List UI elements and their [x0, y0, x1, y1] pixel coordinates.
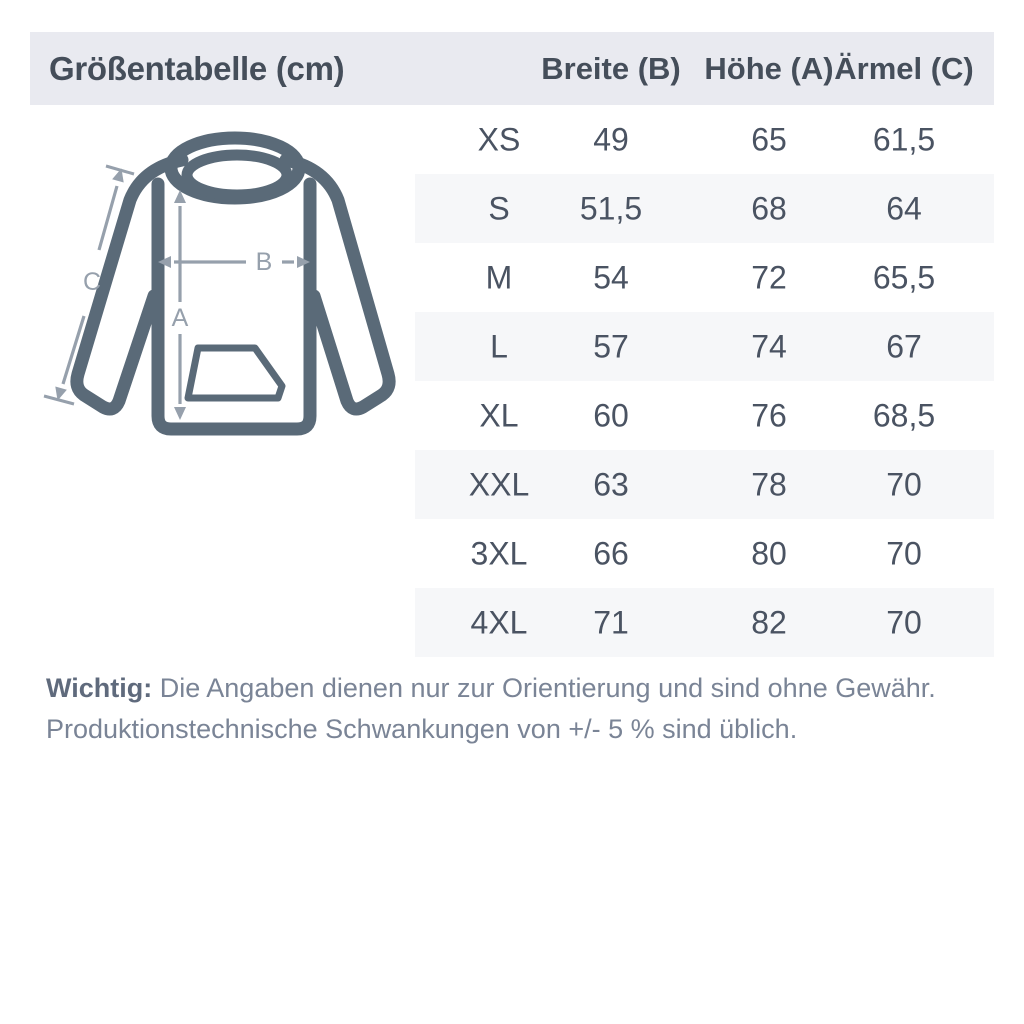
size-label: 3XL — [470, 535, 528, 571]
breite-value: 66 — [593, 535, 629, 571]
aermel-value: 70 — [886, 466, 922, 502]
table-row-4xl — [415, 588, 994, 657]
hood-inner-ring — [187, 155, 287, 195]
size-table — [415, 105, 994, 657]
size-label: XXL — [468, 466, 530, 502]
aermel-value: 64 — [886, 190, 922, 226]
wichtig-label: Wichtig: — [46, 673, 153, 703]
size-label: L — [490, 328, 508, 364]
hoehe-value: 82 — [751, 604, 787, 640]
disclaimer-line-1 — [46, 668, 976, 709]
column-header-breite: Breite (B) — [541, 50, 681, 86]
table-row-xs — [415, 105, 994, 174]
hoodie-outline — [77, 138, 389, 429]
table-row-l — [415, 312, 994, 381]
hoehe-value: 76 — [751, 397, 787, 433]
breite-value: 54 — [593, 259, 629, 295]
hoehe-value: 78 — [751, 466, 787, 502]
breite-value: 49 — [593, 121, 629, 157]
size-label: S — [488, 190, 510, 226]
label-a: A — [171, 304, 189, 332]
disclaimer-text-1: Die Angaben dienen nur zur Orientierung und sind ohne Gewähr. — [159, 673, 936, 703]
breite-value: 51,5 — [579, 190, 643, 226]
label-b: B — [255, 248, 273, 276]
breite-value: 71 — [593, 604, 629, 640]
kangaroo-pocket — [188, 348, 282, 398]
aermel-value: 70 — [886, 604, 922, 640]
aermel-value: 67 — [886, 328, 922, 364]
arrowhead-a-bottom — [174, 407, 186, 420]
table-row-xl — [415, 381, 994, 450]
breite-value: 60 — [593, 397, 629, 433]
table-row-s — [415, 174, 994, 243]
column-header-aermel: Ärmel (C) — [834, 50, 974, 86]
hoehe-value: 80 — [751, 535, 787, 571]
label-c: C — [82, 268, 102, 296]
breite-value: 57 — [593, 328, 629, 364]
table-row-xxl — [415, 450, 994, 519]
size-label: XS — [477, 121, 521, 157]
disclaimer — [46, 668, 976, 750]
hoehe-value: 68 — [751, 190, 787, 226]
table-row-m — [415, 243, 994, 312]
size-label: 4XL — [470, 604, 528, 640]
disclaimer-line-2: Produktionstechnische Schwankungen von +/- 5 % sind üblich. — [46, 714, 798, 744]
aermel-value: 68,5 — [872, 397, 936, 433]
aermel-value: 61,5 — [872, 121, 936, 157]
size-label: M — [485, 259, 513, 295]
hoehe-value: 74 — [751, 328, 787, 364]
aermel-value: 65,5 — [872, 259, 936, 295]
aermel-value: 70 — [886, 535, 922, 571]
hoodie-diagram — [42, 122, 404, 448]
hoehe-value: 72 — [751, 259, 787, 295]
table-header-band — [30, 32, 994, 105]
hoehe-value: 65 — [751, 121, 787, 157]
page-title: Größentabelle (cm) — [49, 49, 345, 87]
size-label: XL — [479, 397, 519, 433]
table-row-3xl — [415, 519, 994, 588]
breite-value: 63 — [593, 466, 629, 502]
column-header-hoehe: Höhe (A) — [704, 50, 834, 86]
